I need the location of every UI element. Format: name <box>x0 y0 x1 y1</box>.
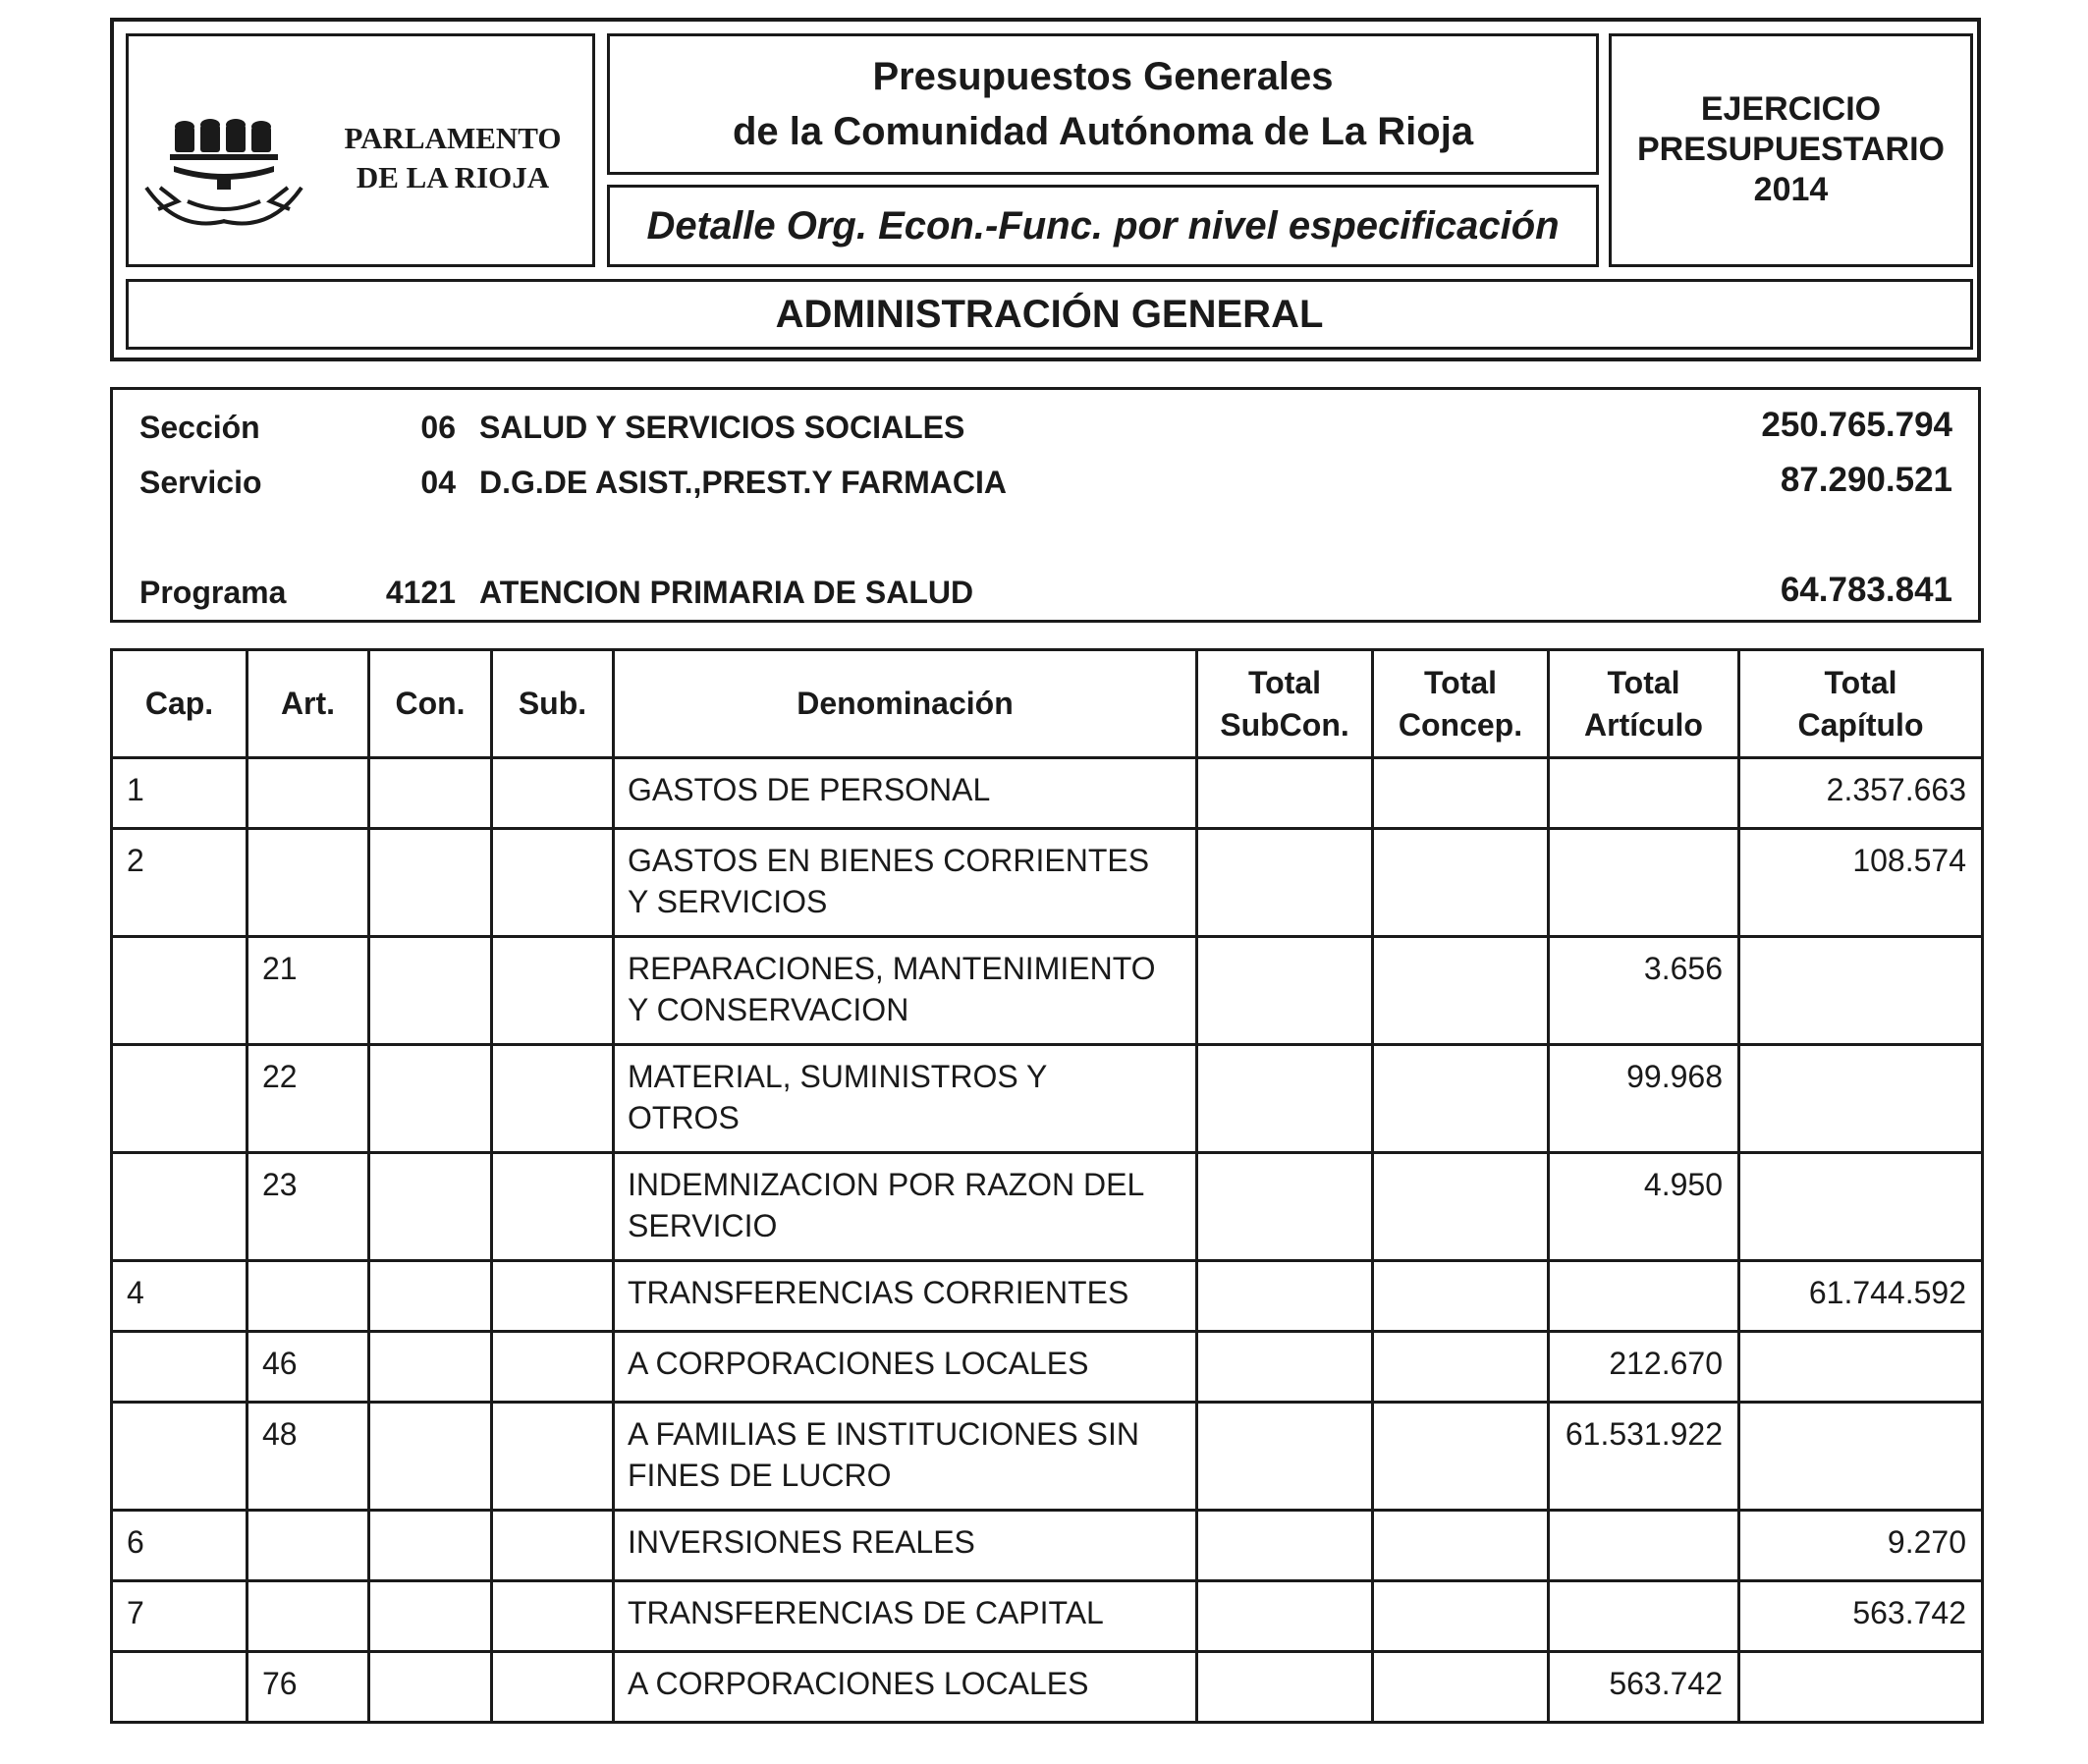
title-line-2: de la Comunidad Autónoma de La Rioja <box>732 110 1474 153</box>
cell-total-subcon <box>1197 1045 1373 1153</box>
cell-total-articulo: 212.670 <box>1549 1332 1739 1403</box>
info-name: D.G.DE ASIST.,PREST.Y FARMACIA <box>479 465 1007 500</box>
den-line: SERVICIO <box>628 1208 778 1243</box>
cell-art <box>247 1261 369 1332</box>
den-line: REPARACIONES, MANTENIMIENTO <box>628 951 1156 986</box>
cell-total-concep <box>1373 937 1549 1045</box>
info-label: Servicio <box>139 465 262 500</box>
cell-cap: 4 <box>112 1261 247 1332</box>
header-line: Total <box>1247 664 1322 700</box>
header-line: Total <box>1423 664 1498 700</box>
cell-art: 48 <box>247 1403 369 1511</box>
info-amount: 87.290.521 <box>1780 461 1952 499</box>
cell-total-capitulo <box>1739 1332 1983 1403</box>
cell-denominacion <box>614 1403 1197 1511</box>
cell-total-subcon <box>1197 1581 1373 1652</box>
cell-sub <box>492 829 614 937</box>
cell-total-concep <box>1373 1581 1549 1652</box>
cell-cap <box>112 1403 247 1511</box>
cell-total-concep <box>1373 1332 1549 1403</box>
cell-cap <box>112 1045 247 1153</box>
cell-total-subcon <box>1197 758 1373 829</box>
header-line: Total <box>1607 664 1680 700</box>
cell-total-articulo: 61.531.922 <box>1549 1403 1739 1511</box>
info-name: SALUD Y SERVICIOS SOCIALES <box>479 410 965 445</box>
header-total-subcon <box>1197 650 1373 758</box>
info-amount: 250.765.794 <box>1761 406 1952 444</box>
table-row <box>112 758 1983 829</box>
cell-con <box>369 1261 492 1332</box>
cell-sub <box>492 1511 614 1581</box>
parliament-name-line-2: DE LA RIOJA <box>356 160 550 194</box>
table-row <box>112 1511 1983 1581</box>
cell-con <box>369 1403 492 1511</box>
cell-total-articulo: 99.968 <box>1549 1045 1739 1153</box>
cell-sub <box>492 1652 614 1723</box>
cell-denominacion <box>614 1511 1197 1581</box>
cell-total-subcon <box>1197 1403 1373 1511</box>
cell-art <box>247 1581 369 1652</box>
cell-con <box>369 1581 492 1652</box>
cell-cap <box>112 1332 247 1403</box>
table-row <box>112 1581 1983 1652</box>
cell-denominacion <box>614 758 1197 829</box>
header-total-concep <box>1373 650 1549 758</box>
cell-denominacion <box>614 829 1197 937</box>
cell-total-capitulo: 108.574 <box>1739 829 1983 937</box>
cell-total-subcon <box>1197 1511 1373 1581</box>
cell-total-subcon <box>1197 829 1373 937</box>
administration-text: ADMINISTRACIÓN GENERAL <box>775 292 1324 336</box>
cell-denominacion <box>614 1652 1197 1723</box>
cell-art: 21 <box>247 937 369 1045</box>
cell-total-articulo <box>1549 829 1739 937</box>
cell-total-articulo <box>1549 1511 1739 1581</box>
cell-con <box>369 829 492 937</box>
cell-total-capitulo: 61.744.592 <box>1739 1261 1983 1332</box>
den-line: INDEMNIZACION POR RAZON DEL <box>628 1167 1145 1202</box>
cell-cap <box>112 1652 247 1723</box>
den-line: Y SERVICIOS <box>628 884 828 919</box>
budget-title <box>607 33 1599 175</box>
parliament-logo-box <box>126 33 595 267</box>
cell-sub <box>492 758 614 829</box>
table-row <box>112 1153 1983 1261</box>
den-line: MATERIAL, SUMINISTROS Y <box>628 1059 1048 1094</box>
den-line: GASTOS DE PERSONAL <box>628 772 991 807</box>
table-row <box>112 1332 1983 1403</box>
table-row <box>112 1652 1983 1723</box>
cell-total-concep <box>1373 1045 1549 1153</box>
den-line: OTROS <box>628 1100 740 1135</box>
subtitle-text: Detalle Org. Econ.-Func. por nivel especificación <box>646 203 1560 248</box>
cell-art: 46 <box>247 1332 369 1403</box>
cell-total-capitulo <box>1739 1652 1983 1723</box>
cell-denominacion <box>614 1332 1197 1403</box>
table-header-row <box>112 650 1983 758</box>
header-line: Concep. <box>1398 706 1523 743</box>
parliament-name-line-1: PARLAMENTO <box>344 121 562 155</box>
cell-total-concep <box>1373 1652 1549 1723</box>
cell-total-articulo: 4.950 <box>1549 1153 1739 1261</box>
header-line: Total <box>1824 664 1897 700</box>
info-code: 4121 <box>385 575 456 610</box>
info-row-servicio <box>113 461 1978 504</box>
title-line-1: Presupuestos Generales <box>872 55 1334 98</box>
cell-cap <box>112 1153 247 1261</box>
cell-art <box>247 829 369 937</box>
table-row <box>112 937 1983 1045</box>
header-line: Capítulo <box>1797 706 1924 743</box>
info-label: Sección <box>139 410 260 445</box>
den-line: FINES DE LUCRO <box>628 1458 892 1493</box>
header-cap: Cap. <box>112 650 247 758</box>
cell-art: 76 <box>247 1652 369 1723</box>
header-total-articulo <box>1549 650 1739 758</box>
den-line: A FAMILIAS E INSTITUCIONES SIN <box>628 1416 1139 1452</box>
cell-total-subcon <box>1197 1153 1373 1261</box>
cell-total-capitulo <box>1739 1153 1983 1261</box>
cell-total-articulo: 3.656 <box>1549 937 1739 1045</box>
cell-total-capitulo <box>1739 1403 1983 1511</box>
cell-denominacion <box>614 1045 1197 1153</box>
info-amount: 64.783.841 <box>1780 571 1952 609</box>
cell-total-articulo <box>1549 1581 1739 1652</box>
info-row-programa <box>113 571 1978 614</box>
cell-sub <box>492 1581 614 1652</box>
cell-total-concep <box>1373 1511 1549 1581</box>
cell-sub <box>492 937 614 1045</box>
cell-sub <box>492 1045 614 1153</box>
cell-cap: 2 <box>112 829 247 937</box>
cell-total-capitulo <box>1739 1045 1983 1153</box>
cell-total-concep <box>1373 829 1549 937</box>
table-row <box>112 1403 1983 1511</box>
cell-cap: 1 <box>112 758 247 829</box>
header-denominacion: Denominación <box>614 650 1197 758</box>
den-line: INVERSIONES REALES <box>628 1524 975 1560</box>
cell-total-concep <box>1373 758 1549 829</box>
cell-total-subcon <box>1197 1261 1373 1332</box>
table-row <box>112 1045 1983 1153</box>
den-line: A CORPORACIONES LOCALES <box>628 1666 1089 1701</box>
table-row <box>112 1261 1983 1332</box>
den-line: TRANSFERENCIAS DE CAPITAL <box>628 1595 1104 1630</box>
header-sub: Sub. <box>492 650 614 758</box>
cell-art <box>247 1511 369 1581</box>
cell-total-capitulo: 2.357.663 <box>1739 758 1983 829</box>
cell-con <box>369 937 492 1045</box>
report-subtitle <box>607 185 1599 267</box>
header-line: Artículo <box>1584 706 1703 743</box>
cell-total-capitulo: 9.270 <box>1739 1511 1983 1581</box>
cell-art: 23 <box>247 1153 369 1261</box>
cell-sub <box>492 1403 614 1511</box>
cell-total-articulo: 563.742 <box>1549 1652 1739 1723</box>
header-total-capitulo <box>1739 650 1983 758</box>
cell-denominacion <box>614 1261 1197 1332</box>
cell-total-concep <box>1373 1261 1549 1332</box>
cell-cap <box>112 937 247 1045</box>
header-line: SubCon. <box>1220 706 1349 743</box>
den-line: Y CONSERVACION <box>628 992 909 1027</box>
cell-cap: 6 <box>112 1511 247 1581</box>
cell-total-concep <box>1373 1153 1549 1261</box>
cell-sub <box>492 1261 614 1332</box>
den-line: TRANSFERENCIAS CORRIENTES <box>628 1275 1129 1310</box>
budget-detail-table <box>110 648 1984 1724</box>
cell-con <box>369 1332 492 1403</box>
info-code: 06 <box>420 410 456 445</box>
cell-denominacion <box>614 937 1197 1045</box>
cell-total-capitulo: 563.742 <box>1739 1581 1983 1652</box>
cell-total-articulo <box>1549 1261 1739 1332</box>
fiscal-year-line-1: EJERCICIO <box>1700 90 1882 128</box>
den-line: A CORPORACIONES LOCALES <box>628 1346 1089 1381</box>
table-row <box>112 829 1983 937</box>
info-label: Programa <box>139 575 287 610</box>
cell-total-subcon <box>1197 1332 1373 1403</box>
parliament-name <box>335 119 571 197</box>
cell-sub <box>492 1332 614 1403</box>
info-name: ATENCION PRIMARIA DE SALUD <box>479 575 974 610</box>
header-con: Con. <box>369 650 492 758</box>
cell-con <box>369 1652 492 1723</box>
fiscal-year-box <box>1609 33 1973 267</box>
administration-title <box>126 279 1973 350</box>
parliament-emblem-icon <box>138 85 335 243</box>
header-art: Art. <box>247 650 369 758</box>
cell-con <box>369 1511 492 1581</box>
info-code: 04 <box>420 465 456 500</box>
budget-info-block <box>110 387 1981 623</box>
cell-con <box>369 1045 492 1153</box>
cell-total-capitulo <box>1739 937 1983 1045</box>
cell-total-articulo <box>1549 758 1739 829</box>
cell-denominacion <box>614 1153 1197 1261</box>
document-header <box>110 18 1981 361</box>
cell-denominacion <box>614 1581 1197 1652</box>
cell-total-subcon <box>1197 937 1373 1045</box>
cell-art <box>247 758 369 829</box>
cell-total-concep <box>1373 1403 1549 1511</box>
info-row-seccion <box>113 406 1978 449</box>
fiscal-year-line-2: PRESUPUESTARIO <box>1637 131 1945 168</box>
fiscal-year-value: 2014 <box>1753 171 1829 208</box>
cell-cap: 7 <box>112 1581 247 1652</box>
cell-total-subcon <box>1197 1652 1373 1723</box>
cell-con <box>369 758 492 829</box>
cell-art: 22 <box>247 1045 369 1153</box>
cell-sub <box>492 1153 614 1261</box>
cell-con <box>369 1153 492 1261</box>
den-line: GASTOS EN BIENES CORRIENTES <box>628 843 1150 878</box>
